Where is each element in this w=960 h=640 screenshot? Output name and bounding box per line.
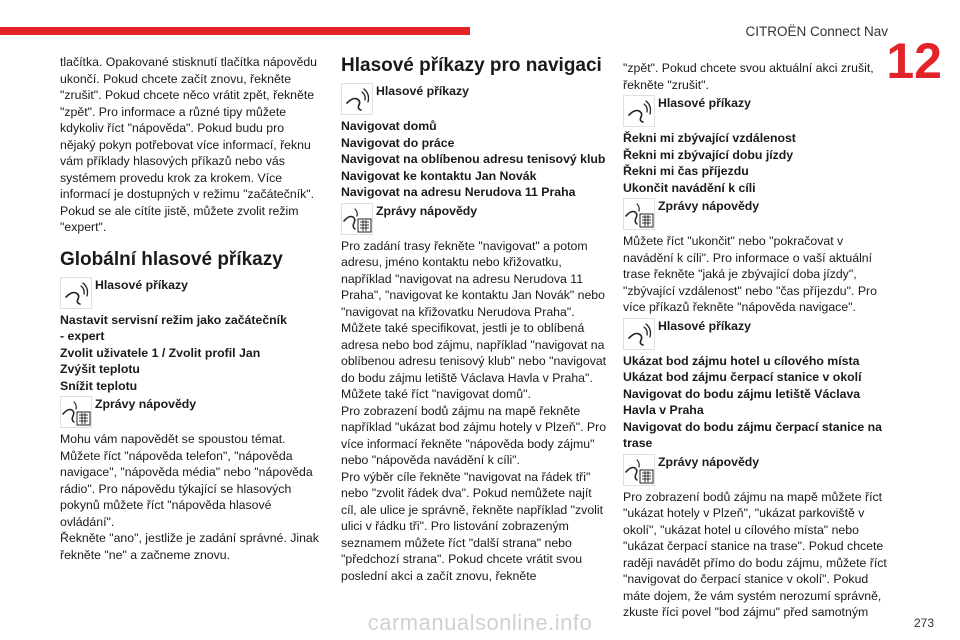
- help-messages-icon: [623, 454, 655, 486]
- command-item: Řekni mi čas příjezdu: [623, 164, 749, 178]
- column-3: [623, 60, 889, 621]
- section-heading-navigation: Hlasové příkazy pro navigaci: [341, 55, 602, 76]
- continuation-paragraph: "zpět". Pokud chcete svou aktuální akci zrušit, řekněte "zrušit".: [623, 61, 874, 92]
- help-messages-label: Zprávy nápovědy: [658, 199, 760, 213]
- intro-paragraph: tlačítka. Opakované stisknutí tlačítka nápovědu ukončí. Pokud chcete začít znovu, řekněte "zrušit". Pokud chcete něco vrátit zpět, řekněte "zpět". Pro informace a různé tipy můžete kdykoliv říct "nápověda". Pokud budu pro nějaký pokyn potřebovat více informací, řeknu vám příklady hlasových příkazů nebo vás systémem provedu krok za krokem. Více informací je dostupných v režimu "začátečník". Pokud se ale cítíte jistě, můžete zvolit režim "expert".: [60, 55, 318, 234]
- header-red-bar: [0, 27, 470, 35]
- command-item: Navigovat na oblíbenou adresu tenisový klub: [341, 152, 606, 166]
- column-2: [341, 54, 607, 584]
- help-paragraph: Pro výběr cíle řekněte "navigovat na řádek tři" nebo "zvolit řádek dva". Pokud nemůžete najít cíl, ale ulice je správně, řekněte například "zvolit ulici v řádku tři". Pro listování zobrazeným seznamem můžete říct "další strana" nebo "předchozí strana". Pokud chcete vrátit svou poslední akci a začít znovu, řekněte: [341, 469, 604, 583]
- command-item: Řekni mi zbývající dobu jízdy: [623, 147, 794, 162]
- voice-commands-row: [341, 83, 607, 118]
- help-messages-label: Zprávy nápovědy: [376, 203, 478, 218]
- voice-commands-label: Hlasové příkazy: [95, 277, 188, 292]
- help-paragraph: Pro zobrazení bodů zájmu na mapě můžete říct "ukázat hotely v Plzeň", "ukázat parkoviště v okolí", "ukázat hotel u cílového místa" nebo "ukázat čerpací stanice na trase". Pokud chcete raději navádět přímo do bodu zájmu, můžete říct "navigovat do čerpací stanice v okolí". Pokud máte dojem, že vám systém nerozumí správně, zkuste říci povel "bod zájmu" před samotným: [623, 489, 887, 619]
- command-list: [341, 118, 607, 201]
- command-item: Navigovat na adresu Nerudova 11 Praha: [341, 185, 576, 199]
- help-messages-label: Zprávy nápovědy: [658, 454, 760, 469]
- command-item: Navigovat do bodu zájmu letiště Václava Havla v Praha: [623, 386, 861, 417]
- help-messages-icon: [341, 203, 373, 235]
- section-heading-global: Globální hlasové příkazy: [60, 248, 283, 270]
- command-item: Ukázat bod zájmu čerpací stanice v okolí: [623, 370, 862, 384]
- help-messages-row: [60, 396, 322, 431]
- running-title: CITROËN Connect Nav: [745, 24, 888, 39]
- help-messages-row: [341, 203, 607, 238]
- voice-command-icon: [623, 318, 655, 350]
- command-list: [623, 130, 889, 196]
- command-list: [623, 353, 889, 452]
- help-messages-icon: [60, 396, 92, 428]
- command-item: - expert: [60, 329, 105, 343]
- command-list: [60, 312, 322, 395]
- voice-commands-label: Hlasové příkazy: [658, 96, 751, 110]
- column-1: [60, 54, 322, 563]
- command-item: Nastavit servisní režim jako začátečník: [60, 312, 287, 327]
- watermark: carmanualsonline.info: [367, 610, 593, 635]
- voice-commands-row: [623, 318, 889, 353]
- help-paragraph: Pro zadání trasy řekněte "navigovat" a potom adresu, jméno kontaktu nebo křižovatku, například "navigovat na adresu Nerudova 11 Praha", "navigovat ke kontaktu Jan Novák" nebo "navigovat na křižovatku Nerudova Praha". Můžete také specifikovat, jestli je to oblíbená adresa nebo bod zájmu, například "navigovat na oblíbenou adresu tenisový klub" nebo "navigovat do bodu zájmu letiště Václava Havla v Praha". Můžete také říct "navigovat domů".: [341, 238, 607, 401]
- voice-commands-label: Hlasové příkazy: [658, 318, 751, 333]
- help-messages-icon: [623, 198, 655, 230]
- voice-commands-row: [60, 277, 322, 312]
- command-item: Navigovat do práce: [341, 135, 455, 150]
- help-messages-label: Zprávy nápovědy: [95, 397, 197, 411]
- command-item: Ukázat bod zájmu hotel u cílového místa: [623, 353, 860, 368]
- voice-commands-row: [623, 95, 889, 130]
- help-paragraph: Řekněte "ano", jestliže je zadání správné. Jinak řekněte "ne" a začneme znovu.: [60, 531, 319, 562]
- command-item: Řekni mi zbývající vzdálenost: [623, 131, 796, 145]
- help-paragraph: Pro zobrazení bodů zájmu na mapě řekněte například "ukázat bod zájmu hotely v Plzeň". Pro více informací řekněte "nápověda body zájmu" nebo "nápověda navádění k cíli".: [341, 403, 607, 467]
- command-item: Navigovat ke kontaktu Jan Novák: [341, 168, 537, 183]
- voice-commands-label: Hlasové příkazy: [376, 84, 469, 98]
- command-item: Navigovat domů: [341, 119, 437, 133]
- help-messages-row: [623, 454, 889, 489]
- help-paragraph: Mohu vám napovědět se spoustou témat. Můžete říct "nápověda telefon", "nápověda navigace", "nápověda média" nebo "nápověda rádio". Pro nápovědu týkající se hlasových pokynů můžete říct "nápověda hlasové ovládání".: [60, 432, 313, 529]
- help-paragraph: Můžete říct "ukončit" nebo "pokračovat v navádění k cíli". Pro informace o vaší aktuální trase řekněte "jaká je zbývající doba jízdy", "zbývající vzdálenost" nebo "čas příjezdu". Pro více příkazů řekněte "nápověda navigace".: [623, 234, 877, 314]
- chapter-number: 12: [886, 33, 942, 89]
- voice-command-icon: [60, 277, 92, 309]
- command-item: Navigovat do bodu zájmu čerpací stanice na trase: [623, 419, 882, 450]
- voice-command-icon: [341, 83, 373, 115]
- help-messages-row: [623, 198, 889, 233]
- page-number: 273: [913, 616, 934, 630]
- command-item: Zvolit uživatele 1 / Zvolit profil Jan: [60, 345, 261, 360]
- command-item: Ukončit navádění k cíli: [623, 180, 756, 195]
- command-item: Snížit teplotu: [60, 378, 138, 393]
- voice-command-icon: [623, 95, 655, 127]
- command-item: Zvýšit teplotu: [60, 362, 140, 376]
